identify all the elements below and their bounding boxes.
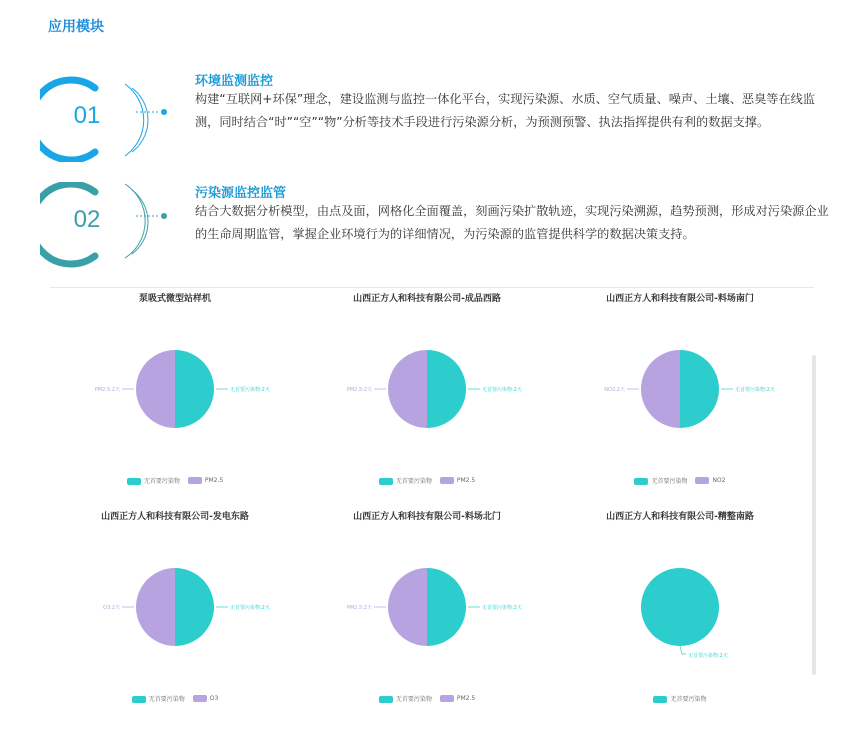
pie-chart [300, 505, 554, 719]
legend-item[interactable] [379, 694, 432, 703]
legend-swatch [127, 478, 141, 485]
legend-swatch [440, 695, 454, 702]
slice-label: 无首要污染物:2天 [230, 605, 270, 611]
chart-title: 泵吸式微型站样机 [138, 294, 211, 304]
pie-slice[interactable] [175, 568, 214, 646]
legend-label: 无首要污染物 [670, 696, 707, 703]
legend-label: NO2 [712, 477, 726, 484]
legend-item[interactable] [653, 694, 706, 703]
pie-chart [553, 287, 807, 501]
feature-number: 01 [73, 102, 101, 129]
slice-label: 无首要污染物:2天 [688, 653, 728, 659]
legend-item[interactable] [127, 476, 180, 485]
feature-description: 结合大数据分析模型，由点及面，网格化全面覆盖，刻画污染扩散轨迹，实现污染溯源，趋势预测，形成对污染源企业的生命周期监管，掌握企业环境行为的详细情况，为污染源的监管提供科学的数据决策支持。 [195, 204, 829, 241]
slice-label: 无首要污染物:2天 [735, 387, 775, 393]
chart-legend [300, 694, 554, 703]
pie-slice[interactable] [136, 350, 175, 428]
pie-slice[interactable] [680, 350, 719, 428]
chart-legend [48, 476, 302, 485]
legend-item[interactable] [193, 695, 219, 702]
pie-svg [553, 287, 807, 501]
legend-label: 无首要污染物 [143, 478, 180, 485]
pie-chart [553, 505, 807, 719]
feature-description: 构建“互联网+环保”理念，建设监测与监控一体化平台，实现污染源、水质、空气质量、噪声、土壤、恶臭等在线监测，同时结合“时”“空”“物”分析等技术手段进行污染源分析，为预测预警、执法指挥提供有利的数据支撑。 [195, 92, 816, 129]
pie-slice[interactable] [175, 350, 214, 428]
pie-slice[interactable] [427, 350, 466, 428]
pie-slice[interactable] [641, 568, 719, 646]
slice-label: 无首要污染物:2天 [482, 387, 522, 393]
legend-label: 无首要污染物 [395, 478, 432, 485]
chart-legend [553, 694, 807, 703]
legend-label: O3 [209, 695, 219, 702]
legend-label: PM2.5 [204, 477, 224, 484]
scrollbar[interactable] [812, 355, 816, 675]
pie-slice[interactable] [136, 568, 175, 646]
chart-title: 山西正方人和科技有限公司-料场南门 [606, 294, 754, 304]
pie-svg [300, 287, 554, 501]
legend-swatch [379, 478, 393, 485]
legend-item[interactable] [440, 477, 475, 484]
number-badge-icon [40, 70, 190, 162]
legend-label: 无首要污染物 [651, 478, 688, 485]
feature-number: 02 [73, 206, 101, 233]
legend-label: PM2.5 [456, 477, 476, 484]
pie-svg [48, 287, 302, 501]
legend-label: 无首要污染物 [395, 696, 432, 703]
pie-svg [553, 505, 807, 719]
chart-title: 山西正方人和科技有限公司-料场北门 [353, 512, 501, 522]
chart-legend [300, 476, 554, 485]
pie-slice[interactable] [388, 568, 427, 646]
pie-chart [48, 287, 302, 501]
legend-label: PM2.5 [456, 695, 476, 702]
leader-line [680, 646, 686, 654]
slice-label: NO2:2天 [604, 387, 625, 393]
feature-title: 污染源监控监管 [195, 186, 287, 201]
chart-legend [553, 476, 807, 485]
chart-title: 山西正方人和科技有限公司-精整南路 [606, 512, 754, 522]
legend-item[interactable] [379, 476, 432, 485]
feature-title: 环境监测监控 [195, 74, 274, 89]
pie-slice[interactable] [427, 568, 466, 646]
legend-item[interactable] [188, 477, 223, 484]
legend-swatch [440, 477, 454, 484]
pie-slice[interactable] [388, 350, 427, 428]
legend-swatch [379, 696, 393, 703]
legend-swatch [132, 696, 146, 703]
legend-label: 无首要污染物 [148, 696, 185, 703]
legend-swatch [193, 695, 207, 702]
legend-swatch [695, 477, 709, 484]
chart-title: 山西正方人和科技有限公司-成品西路 [353, 294, 501, 304]
slice-label: PM2.5:2天 [346, 605, 372, 611]
chart-title: 山西正方人和科技有限公司-发电东路 [101, 512, 249, 522]
legend-swatch [188, 477, 202, 484]
slice-label: PM2.5:2天 [94, 387, 120, 393]
legend-item[interactable] [440, 695, 475, 702]
pie-svg [48, 505, 302, 719]
slice-label: O3:2天 [103, 605, 120, 611]
pie-chart [300, 287, 554, 501]
legend-item[interactable] [634, 476, 687, 485]
number-badge-icon [40, 182, 190, 274]
section-title: 应用模块 [48, 19, 104, 35]
pie-svg [300, 505, 554, 719]
slice-label: PM2.5:2天 [346, 387, 372, 393]
slice-label: 无首要污染物:2天 [230, 387, 270, 393]
legend-swatch [634, 478, 648, 485]
legend-item[interactable] [132, 694, 185, 703]
chart-legend [48, 694, 302, 703]
legend-swatch [653, 696, 667, 703]
pie-chart [48, 505, 302, 719]
slice-label: 无首要污染物:2天 [482, 605, 522, 611]
pie-slice[interactable] [641, 350, 680, 428]
legend-item[interactable] [695, 477, 725, 484]
